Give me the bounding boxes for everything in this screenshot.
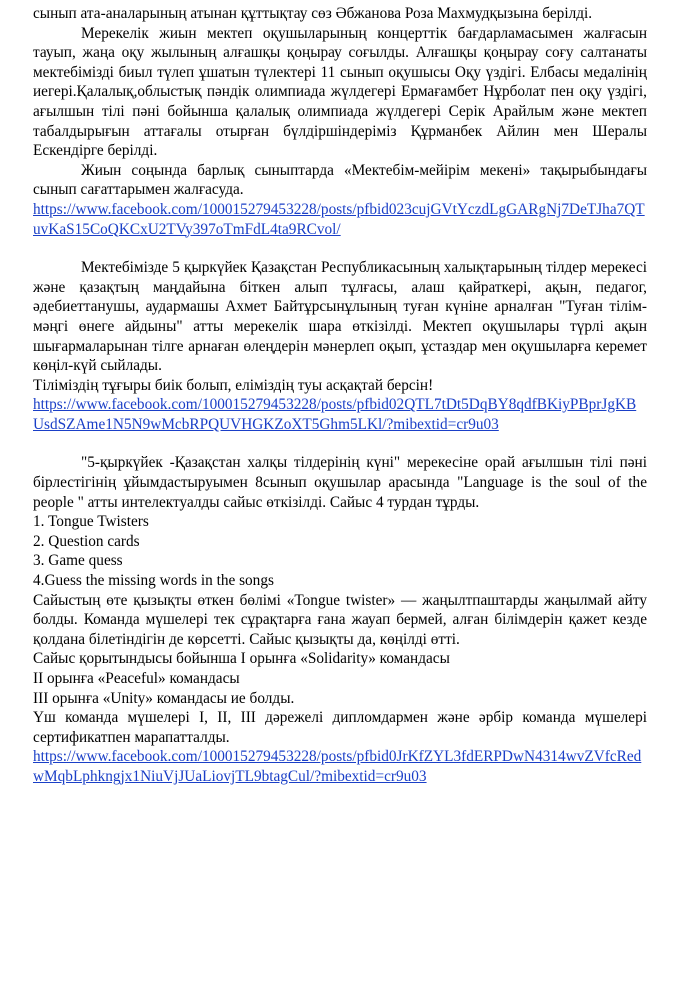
facebook-link-3[interactable]: https://www.facebook.com/100015279453228/posts/pfbid0JrKfZYL3fdERPDwN4314wvZVfcRedwMqbLphkngjx1NiuVjJUaLiovjTL9btagCul/?mibextid=cr9u03 (33, 748, 642, 785)
paragraph-congratulation: сынып ата-аналарының атынан құттықтау сөз Әбжанова Роза Махмудқызына берілді. (33, 5, 593, 22)
paragraph-wish: Тілімiздiң тұғыры биiк болып, елiмiздiң туы асқақтай берсiн! (33, 376, 434, 394)
list-item: 1. Tongue Twisters (33, 513, 149, 531)
paragraph-first-place: Сайыс қорытындысы бойынша I орынға «Solidarity» командасы (33, 650, 450, 668)
paragraph-awards: Үш команда мүшелері I, II, III дәрежелі дипломдармен және әрбір команда мүшелері сертификатпен марапатталды. (33, 709, 647, 746)
list-item: 2. Question cards (33, 532, 140, 550)
paragraph-class-hours: Жиын соңында барлық сыныптарда «Мектебім-мейірім мекені» тақырыбындағы сынып сағаттарымен жалғасуда. (33, 161, 647, 199)
paragraph-third-place: III орынға «Unity» командасы ие болды. (33, 689, 295, 707)
spacer (33, 434, 647, 453)
list-item: 3. Game quess (33, 552, 123, 570)
spacer (33, 239, 647, 258)
list-item: 4.Guess the missing words in the songs (33, 572, 274, 590)
facebook-link-2[interactable]: https://www.facebook.com/100015279453228/posts/pfbid02QTL7tDt5DqBY8qdfBKiyPBprJgKBUsdSZAme1N5N9wMcbRPQUVHGKZoXT5Ghm5LKl/?mibextid=cr9u03 (33, 396, 637, 433)
paragraph-english-contest: "5-қыркүйек -Қазақстан халқы тілдерінің күні" мерекесіне орай ағылшын тілі пәні бірлестігінің ұйымдастыруымен 8сынып оқушылар арасында "Language is the soul of the people " атты интелектуалды сайыс өткізілді. Сайыс 4 турдан тұрды. (33, 454, 647, 511)
facebook-link-1[interactable]: https://www.facebook.com/100015279453228/posts/pfbid023cujGVtYczdLgGARgNj7DeTJha7QTuvKaS15CoQKCxU2TVy397oTmFdL4ta9RCvol/ (33, 200, 645, 238)
paragraph-first-bell: Мерекелік жиын мектеп оқушыларының концерттік бағдарламасымен жалғасын тауып, жаңа оқу жылының алғашқы қоңырау соғылды. Алғашқы қоңырау соғу салтанаты мектебімізді биыл түлеп ұшатын түлектері 11 сынып оқушысы Оқу үздігі. Елбасы медалінің иегері.Қалалық,облыстық пәндік олимпиада жүлдегері Ермағамбет Нұрболат пен оқу үздігі, ағылшын тілі пәні бойынша қалалық олимпиада жүлдегері Серік Арайлым және мектеп табалдырығын аттағалы отырған бүлдіршіндеріміз Құрманбек Айлин мен Шералы Ескендірге берілді. (33, 24, 647, 160)
paragraph-languages-day: Мектебімізде 5 қыркүйек Қазақстан Республикасының халықтарының тілдер мерекесі және қазақтың маңдайына біткен алып тұлғасы, алаш қайраткері, ақын, педагог, әдебиеттанушы, аудармашы Ахмет Байтұрсынұлының туған күніне арналған "Туған тілім-мәңгі өнеге айдыны" атты мерекелік шара өткізілді. Мектеп оқушылары түрлі ақын шығармаларынан тілге арнаған өлеңдерін мәнерлеп оқып, ұстаздар мен оқушыларға керемет көңіл-күй сыйлады. (33, 259, 647, 375)
paragraph-second-place: II орынға «Peaceful» командасы (33, 670, 240, 687)
paragraph-contest-summary: Сайыстың өте қызықты өткен бөлімі «Tongue twister» — жаңылтпаштарды жаңылмай айту болды. Команда мүшелері тек сұрақтарға ғана жауап бермей, алған білімдерін қажет кезде қолдана білетіндігін де көрсетті. Сайыс қызықты да, көңілді өтті. (33, 591, 647, 648)
